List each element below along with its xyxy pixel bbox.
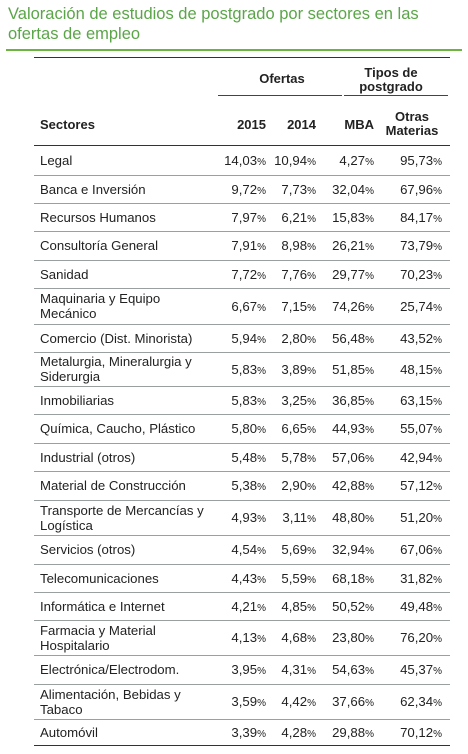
percent-sign: % <box>307 213 316 225</box>
value: 5,48 <box>231 449 258 465</box>
sector-name: Electrónica/Electrodom. <box>40 662 180 677</box>
sector-name: Automóvil <box>40 724 98 740</box>
header-mba: MBA <box>344 117 374 132</box>
header-2014: 2014 <box>287 117 316 132</box>
value: 4,28 <box>281 724 308 740</box>
percent-sign: % <box>365 602 374 614</box>
cell-mba <box>316 542 374 559</box>
value: 57,12 <box>400 478 434 493</box>
row-divider <box>34 564 450 565</box>
sector-name: Inmobiliarias <box>40 392 115 408</box>
sector-name: Química, Caucho, Plástico <box>40 421 196 436</box>
header-sectors: Sectores <box>40 117 95 132</box>
title-divider <box>6 49 462 51</box>
cell-2015 <box>214 478 266 495</box>
percent-sign: % <box>307 698 316 709</box>
percent-sign: % <box>433 185 442 197</box>
cell-2014 <box>266 599 316 616</box>
value: 43,52 <box>400 330 434 346</box>
percent-sign: % <box>433 302 442 314</box>
sector-name: Maquinaria y Equipo Mecánico <box>40 291 161 321</box>
value: 37,66 <box>332 694 366 709</box>
value: 4,85 <box>281 598 308 614</box>
percent-sign: % <box>433 666 442 677</box>
row-divider <box>34 231 450 232</box>
cell-mba <box>316 299 374 316</box>
row-divider <box>34 500 450 501</box>
percent-sign: % <box>433 396 442 408</box>
percent-sign: % <box>365 666 374 677</box>
row-divider <box>34 745 450 746</box>
cell-other <box>380 393 442 410</box>
percent-sign: % <box>307 453 316 465</box>
value: 56,48 <box>332 330 366 346</box>
value: 7,73 <box>281 181 308 197</box>
value: 51,85 <box>332 361 366 377</box>
value: 84,17 <box>400 209 434 225</box>
cell-mba <box>316 662 374 679</box>
percent-sign: % <box>307 634 316 645</box>
value: 73,79 <box>400 238 434 253</box>
value: 45,37 <box>400 662 434 677</box>
cell-2014 <box>266 421 316 438</box>
cell-2014 <box>266 694 316 711</box>
cell-other <box>380 210 442 227</box>
percent-sign: % <box>257 365 266 377</box>
percent-sign: % <box>433 365 442 377</box>
page-title: Valoración de estudios de postgrado por sectores en las ofertas de empleo <box>8 5 419 43</box>
cell-2015 <box>214 571 266 588</box>
cell-other <box>380 238 442 255</box>
value: 6,67 <box>231 298 258 314</box>
cell-other <box>380 725 442 742</box>
cell-2014 <box>266 182 316 199</box>
percent-sign: % <box>307 157 316 168</box>
percent-sign: % <box>365 334 374 346</box>
cell-2014 <box>266 542 316 559</box>
value: 54,63 <box>332 662 366 677</box>
header-other-subjects: Otras Materias <box>385 109 439 138</box>
cell-mba <box>316 182 374 199</box>
cell-2015 <box>214 421 266 438</box>
value: 76,20 <box>400 630 434 645</box>
row-divider <box>34 719 450 720</box>
sector-name: Farmacia y Material Hospitalario <box>40 622 156 653</box>
value: 2,90 <box>281 478 308 493</box>
header-types-underline <box>344 95 448 96</box>
percent-sign: % <box>257 334 266 346</box>
percent-sign: % <box>365 425 374 436</box>
value: 10,94 <box>274 153 308 168</box>
value: 15,83 <box>332 209 366 225</box>
percent-sign: % <box>307 185 316 197</box>
value: 4,93 <box>231 510 258 525</box>
row-divider <box>34 386 450 387</box>
value: 4,31 <box>281 662 308 677</box>
cell-2015 <box>214 182 266 199</box>
percent-sign: % <box>307 270 316 282</box>
cell-mba <box>316 267 374 284</box>
percent-sign: % <box>307 514 316 525</box>
cell-2014 <box>266 267 316 284</box>
percent-sign: % <box>307 396 316 408</box>
percent-sign: % <box>433 242 442 253</box>
cell-2014 <box>266 331 316 348</box>
header-offers-underline <box>218 95 342 96</box>
percent-sign: % <box>365 728 374 740</box>
percent-sign: % <box>433 213 442 225</box>
sector-name: Consultoría General <box>40 238 159 253</box>
percent-sign: % <box>257 213 266 225</box>
value: 29,77 <box>332 266 366 282</box>
row-divider <box>34 443 450 444</box>
cell-other <box>380 630 442 647</box>
percent-sign: % <box>307 482 316 493</box>
value: 51,20 <box>400 510 434 525</box>
cell-2014 <box>266 725 316 742</box>
sector-name: Material de Construcción <box>40 478 186 493</box>
percent-sign: % <box>257 185 266 197</box>
cell-mba <box>316 630 374 647</box>
value: 70,23 <box>400 266 434 282</box>
sector-name: Industrial (otros) <box>40 449 136 465</box>
cell-2015 <box>214 510 266 527</box>
value: 4,54 <box>231 542 258 557</box>
value: 67,06 <box>400 542 434 557</box>
percent-sign: % <box>433 514 442 525</box>
value: 7,15 <box>281 298 308 314</box>
value: 5,83 <box>231 361 258 377</box>
percent-sign: % <box>433 602 442 614</box>
cell-mba <box>316 725 374 742</box>
cell-other <box>380 450 442 467</box>
value: 8,98 <box>281 238 308 253</box>
value: 55,07 <box>400 421 434 436</box>
value: 62,34 <box>400 694 434 709</box>
value: 70,12 <box>400 724 434 740</box>
cell-2014 <box>266 299 316 316</box>
cell-mba <box>316 210 374 227</box>
percent-sign: % <box>365 365 374 377</box>
percent-sign: % <box>433 574 442 586</box>
percent-sign: % <box>365 514 374 525</box>
percent-sign: % <box>307 666 316 677</box>
value: 95,73 <box>400 153 434 168</box>
cell-2014 <box>266 238 316 255</box>
row-divider <box>34 203 450 204</box>
value: 25,74 <box>400 298 434 314</box>
percent-sign: % <box>257 425 266 436</box>
cell-2015 <box>214 267 266 284</box>
value: 3,25 <box>281 392 308 408</box>
cell-2014 <box>266 571 316 588</box>
cell-2015 <box>214 299 266 316</box>
value: 4,43 <box>231 570 258 586</box>
sector-name: Legal <box>40 153 73 168</box>
cell-other <box>380 362 442 379</box>
percent-sign: % <box>307 302 316 314</box>
value: 5,78 <box>281 449 308 465</box>
percent-sign: % <box>307 602 316 614</box>
value: 32,04 <box>332 181 366 197</box>
sector-name: Metalurgia, Mineralurgia y Siderurgia <box>40 354 192 384</box>
cell-other <box>380 182 442 199</box>
value: 5,94 <box>231 330 258 346</box>
cell-2015 <box>214 331 266 348</box>
row-divider <box>34 592 450 593</box>
header-bottom-rule <box>34 145 450 146</box>
percent-sign: % <box>433 453 442 465</box>
row-divider <box>34 324 450 325</box>
value: 9,72 <box>231 181 258 197</box>
cell-other <box>380 153 442 170</box>
header-group-offers: Ofertas <box>259 71 305 86</box>
value: 7,76 <box>281 266 308 282</box>
value: 32,94 <box>332 542 366 557</box>
value: 4,27 <box>339 153 366 168</box>
cell-mba <box>316 362 374 379</box>
cell-mba <box>316 331 374 348</box>
percent-sign: % <box>307 334 316 346</box>
percent-sign: % <box>433 546 442 557</box>
percent-sign: % <box>365 546 374 557</box>
value: 2,80 <box>281 330 308 346</box>
value: 4,21 <box>231 598 258 614</box>
row-divider <box>34 414 450 415</box>
row-divider <box>34 175 450 176</box>
cell-2014 <box>266 630 316 647</box>
cell-other <box>380 331 442 348</box>
value: 5,69 <box>281 542 308 557</box>
row-divider <box>34 684 450 685</box>
value: 42,94 <box>400 449 434 465</box>
percent-sign: % <box>307 574 316 586</box>
cell-other <box>380 510 442 527</box>
row-divider <box>34 620 450 621</box>
cell-2014 <box>266 478 316 495</box>
cell-2015 <box>214 725 266 742</box>
cell-mba <box>316 450 374 467</box>
cell-2015 <box>214 238 266 255</box>
value: 49,48 <box>400 598 434 614</box>
value: 23,80 <box>332 630 366 645</box>
value: 67,96 <box>400 181 434 197</box>
header-group-types: Tipos de postgrado <box>359 65 423 94</box>
cell-2015 <box>214 662 266 679</box>
cell-other <box>380 267 442 284</box>
cell-other <box>380 694 442 711</box>
row-divider <box>34 535 450 536</box>
row-divider <box>34 288 450 289</box>
cell-2015 <box>214 542 266 559</box>
value: 57,06 <box>332 449 366 465</box>
percent-sign: % <box>365 185 374 197</box>
sector-name: Transporte de Mercancías y Logística <box>40 502 204 533</box>
table-top-rule <box>34 57 450 58</box>
cell-2015 <box>214 599 266 616</box>
cell-2015 <box>214 362 266 379</box>
percent-sign: % <box>257 602 266 614</box>
value: 4,13 <box>231 630 258 645</box>
sector-name: Informática e Internet <box>40 598 165 614</box>
value: 5,38 <box>231 478 258 493</box>
percent-sign: % <box>365 482 374 493</box>
percent-sign: % <box>257 157 266 168</box>
value: 31,82 <box>400 570 434 586</box>
sector-name: Telecomunicaciones <box>40 570 159 586</box>
cell-2014 <box>266 510 316 527</box>
percent-sign: % <box>365 270 374 282</box>
percent-sign: % <box>257 574 266 586</box>
row-divider <box>34 655 450 656</box>
value: 26,21 <box>332 238 366 253</box>
cell-2015 <box>214 210 266 227</box>
cell-2014 <box>266 362 316 379</box>
cell-other <box>380 662 442 679</box>
percent-sign: % <box>433 698 442 709</box>
value: 3,89 <box>281 361 308 377</box>
percent-sign: % <box>257 242 266 253</box>
percent-sign: % <box>433 482 442 493</box>
value: 68,18 <box>332 570 366 586</box>
value: 48,15 <box>400 361 434 377</box>
percent-sign: % <box>365 574 374 586</box>
percent-sign: % <box>257 546 266 557</box>
value: 63,15 <box>400 392 434 408</box>
percent-sign: % <box>365 302 374 314</box>
cell-2015 <box>214 450 266 467</box>
cell-2014 <box>266 210 316 227</box>
cell-2014 <box>266 153 316 170</box>
cell-2015 <box>214 153 266 170</box>
percent-sign: % <box>365 396 374 408</box>
cell-2014 <box>266 662 316 679</box>
percent-sign: % <box>257 270 266 282</box>
percent-sign: % <box>433 425 442 436</box>
value: 5,83 <box>231 392 258 408</box>
cell-other <box>380 571 442 588</box>
percent-sign: % <box>257 302 266 314</box>
cell-mba <box>316 571 374 588</box>
cell-mba <box>316 599 374 616</box>
percent-sign: % <box>433 157 442 168</box>
header-2015: 2015 <box>237 117 266 132</box>
value: 29,88 <box>332 724 366 740</box>
cell-mba <box>316 694 374 711</box>
cell-mba <box>316 238 374 255</box>
percent-sign: % <box>433 270 442 282</box>
percent-sign: % <box>365 213 374 225</box>
percent-sign: % <box>257 453 266 465</box>
value: 48,80 <box>332 510 366 525</box>
value: 6,65 <box>281 421 308 436</box>
percent-sign: % <box>257 666 266 677</box>
value: 7,91 <box>231 238 258 253</box>
percent-sign: % <box>433 334 442 346</box>
cell-mba <box>316 510 374 527</box>
percent-sign: % <box>365 453 374 465</box>
percent-sign: % <box>257 514 266 525</box>
value: 3,95 <box>231 662 258 677</box>
value: 3,39 <box>231 724 258 740</box>
value: 42,88 <box>332 478 366 493</box>
percent-sign: % <box>257 634 266 645</box>
value: 7,72 <box>231 266 258 282</box>
value: 5,59 <box>281 570 308 586</box>
cell-other <box>380 299 442 316</box>
sector-name: Sanidad <box>40 266 89 282</box>
value: 4,68 <box>281 630 308 645</box>
percent-sign: % <box>433 634 442 645</box>
cell-other <box>380 542 442 559</box>
row-divider <box>34 352 450 353</box>
cell-mba <box>316 478 374 495</box>
row-divider <box>34 260 450 261</box>
percent-sign: % <box>433 728 442 740</box>
percent-sign: % <box>365 157 374 168</box>
value: 4,42 <box>281 694 308 709</box>
sector-name: Alimentación, Bebidas y Tabaco <box>40 686 181 717</box>
percent-sign: % <box>307 365 316 377</box>
percent-sign: % <box>257 482 266 493</box>
value: 74,26 <box>332 298 366 314</box>
cell-mba <box>316 153 374 170</box>
value: 50,52 <box>332 598 366 614</box>
percent-sign: % <box>307 242 316 253</box>
value: 5,80 <box>231 421 258 436</box>
cell-2015 <box>214 694 266 711</box>
value: 3,59 <box>231 694 258 709</box>
sector-name: Recursos Humanos <box>40 209 156 225</box>
value: 3,11 <box>282 510 308 525</box>
cell-mba <box>316 421 374 438</box>
cell-other <box>380 599 442 616</box>
percent-sign: % <box>257 396 266 408</box>
percent-sign: % <box>257 728 266 740</box>
percent-sign: % <box>365 634 374 645</box>
percent-sign: % <box>365 698 374 709</box>
percent-sign: % <box>307 728 316 740</box>
value: 14,03 <box>224 153 258 168</box>
value: 36,85 <box>332 392 366 408</box>
row-divider <box>34 471 450 472</box>
cell-2014 <box>266 393 316 410</box>
cell-other <box>380 478 442 495</box>
cell-2015 <box>214 630 266 647</box>
percent-sign: % <box>307 425 316 436</box>
value: 44,93 <box>332 421 366 436</box>
percent-sign: % <box>257 698 266 709</box>
percent-sign: % <box>307 546 316 557</box>
cell-2015 <box>214 393 266 410</box>
sector-name: Comercio (Dist. Minorista) <box>40 330 193 346</box>
value: 6,21 <box>281 209 308 225</box>
sector-name: Servicios (otros) <box>40 542 136 557</box>
percent-sign: % <box>365 242 374 253</box>
cell-other <box>380 421 442 438</box>
cell-2014 <box>266 450 316 467</box>
cell-mba <box>316 393 374 410</box>
value: 7,97 <box>231 209 258 225</box>
sector-name: Banca e Inversión <box>40 181 146 197</box>
